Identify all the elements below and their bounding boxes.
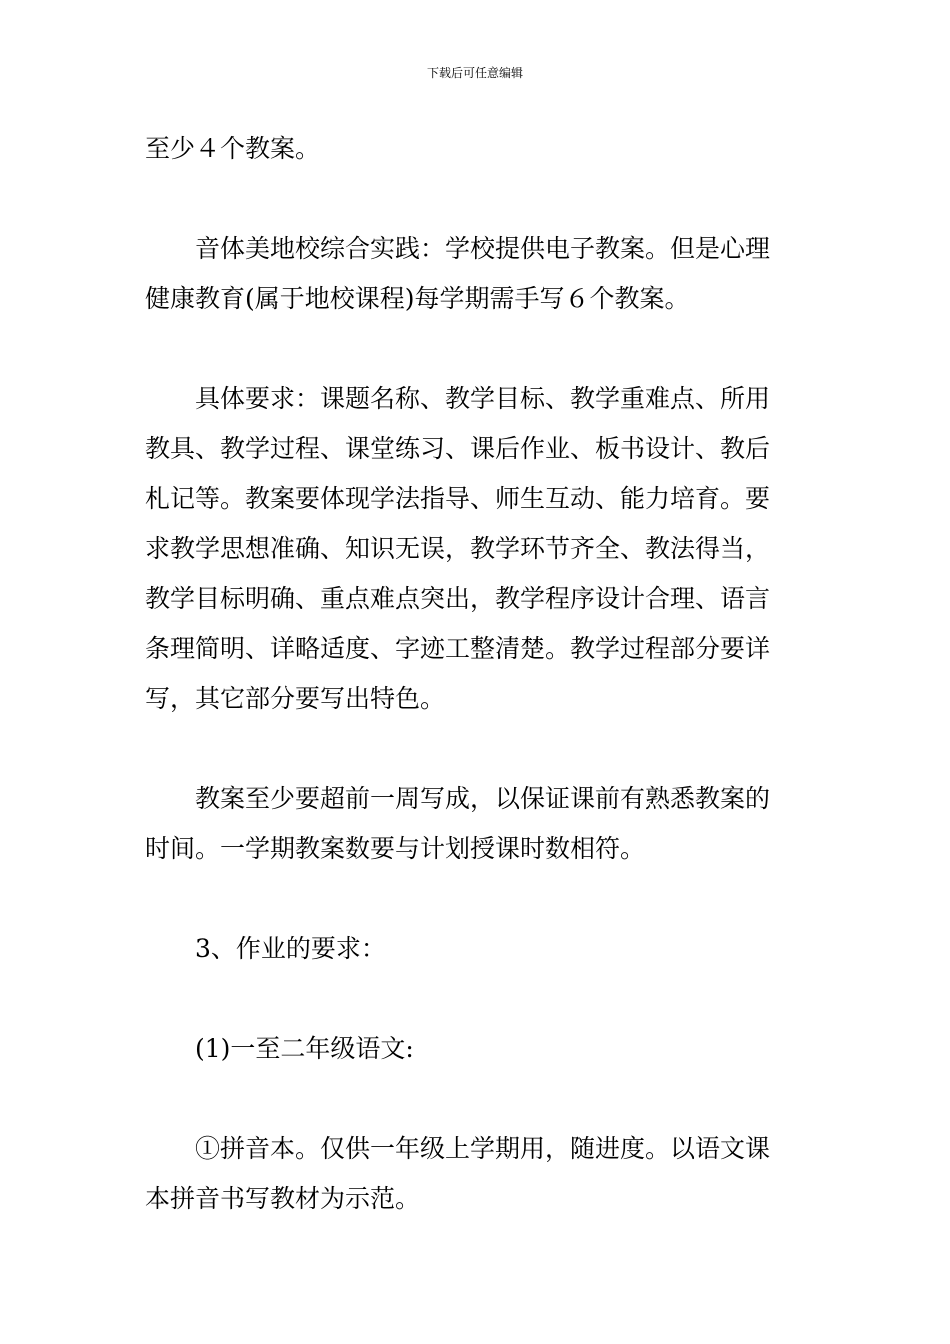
text-line: 本拼音书写教材为示范。: [145, 1184, 421, 1213]
paragraph-advance-preparation: [145, 774, 810, 874]
paragraph-specific-requirements: [145, 374, 810, 724]
text-line: 求教学思想准确、知识无误，教学环节齐全、教法得当，: [145, 534, 771, 563]
paragraph-pinyin-notebook: [145, 1124, 810, 1224]
paragraph-lesson-plan-minimum: [145, 124, 810, 174]
text-line: 具体要求：课题名称、教学目标、教学重难点、所用: [195, 384, 771, 413]
text-line: 条理简明、详略适度、字迹工整清楚。教学过程部分要详: [145, 634, 771, 663]
text-line: 教学目标明确、重点难点突出，教学程序设计合理、语言: [145, 584, 771, 613]
text-line: 教具、教学过程、课堂练习、课后作业、板书设计、教后: [145, 434, 771, 463]
section-heading-homework: [145, 924, 810, 974]
subsection-heading-grade-1-2-chinese: [145, 1024, 810, 1074]
paragraph-arts-practice: [145, 224, 810, 324]
text-line: 3、作业的要求：: [195, 934, 386, 963]
text-line: 教案至少要超前一周写成，以保证课前有熟悉教案的: [195, 784, 771, 813]
text-line: (1)一至二年级语文:: [195, 1034, 414, 1063]
text-line: 时间。一学期教案数要与计划授课时数相符。: [145, 834, 646, 863]
text-line: 札记等。教案要体现学法指导、师生互动、能力培育。要: [145, 484, 771, 513]
text-line: 写，其它部分要写出特色。: [145, 684, 446, 713]
text-line: 健康教育(属于地校课程)每学期需手写６个教案。: [145, 284, 690, 313]
text-line: 音体美地校综合实践：学校提供电子教案。但是心理: [195, 234, 771, 263]
page-header: 下载后可任意编辑: [426, 66, 523, 80]
text-line: 至少４个教案。: [145, 134, 321, 163]
text-line: ①拼音本。仅供一年级上学期用，随进度。以语文课: [195, 1134, 771, 1163]
